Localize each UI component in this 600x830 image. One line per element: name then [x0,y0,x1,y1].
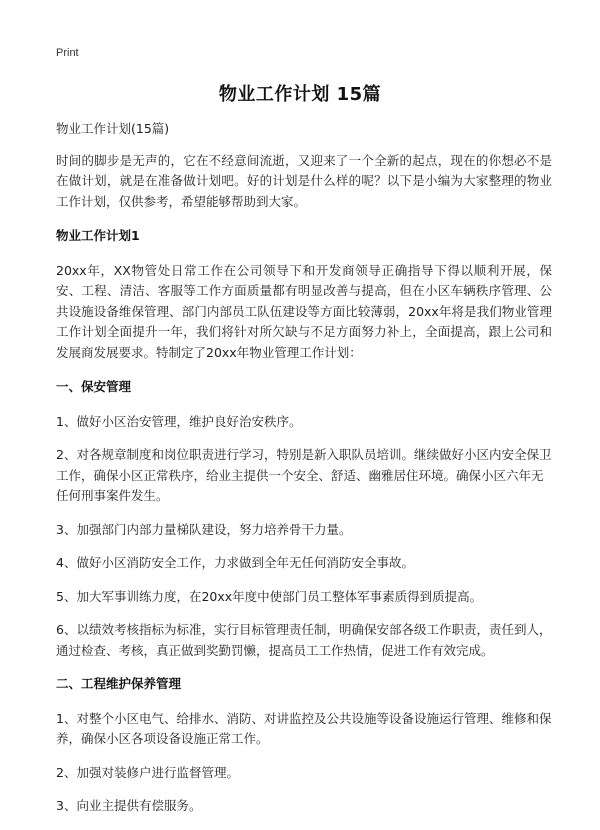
list-item: 1、做好小区治安管理，维护良好治安秩序。 [56,413,302,429]
section-heading-engineering: 二、工程维护保养管理 [56,676,182,691]
print-label: Print [56,47,79,59]
list-item: 6、以绩效考核指标为标准，实行目标管理责任制，明确保安部各级工作职责，责任到人，通过检查、考核，真正做到奖勤罚懒，提高员工工作热情，促进工作有效完成。 [56,622,552,658]
list-item: 4、做好小区消防安全工作，力求做到全年无任何消防安全事故。 [56,555,414,570]
list-item: 3、加强部门内部力量梯队建设，努力培养骨干力量。 [56,521,352,537]
section-heading-security: 一、保安管理 [56,379,132,394]
intro-paragraph: 时间的脚步是无声的，它在不经意间流逝，又迎来了一个全新的起点，现在的你想必不是在做计划，就是在准备做计划吧。好的计划是什么样的呢？以下是小编为大家整理的物业工作计划，仅供参考，希望能够帮助到大家。 [56,152,552,209]
document-title: 物业工作计划 15篇 [218,84,382,105]
list-item: 1、对整个小区电气、给排水、消防、对讲监控及公共设施等设备设施运行管理、维修和保养，确保小区各项设备设施正常工作。 [56,710,552,746]
document-body [56,119,552,830]
plan1-intro-paragraph: 20xx年，XX物管处日常工作在公司领导下和开发商领导正确指导下得以顺利开展，保安、工程、清洁、客服等工作方面质量都有明显改善与提高，但在小区车辆秩序管理、公共设施设备维保管理、部门内部员工队伍建设等方面比较薄弱，20xx年将是我们物业管理工作计划全面提升一年，我们将针对所欠缺与不足方面努力补上，全面提高，跟上公司和发展商发展要求。特制定了20xx年物业管理工作计划： [56,262,552,360]
list-item: 2、对各规章制度和岗位职责进行学习，特别是新入职队员培训。继续做好小区内安全保卫工作，确保小区正常秩序，给业主提供一个安全、舒适、幽雅居住环境。确保小区六年无任何刑事案件发生。 [56,447,552,503]
plan1-heading: 物业工作计划1 [56,228,140,243]
list-item: 2、加强对装修户进行监督管理。 [56,764,239,780]
document-subtitle: 物业工作计划(15篇) [56,121,170,136]
list-item: 5、加大军事训练力度，在20xx年度中使部门员工整体军事素质得到质提高。 [56,588,483,604]
list-item: 3、向业主提供有偿服务。 [56,798,202,813]
